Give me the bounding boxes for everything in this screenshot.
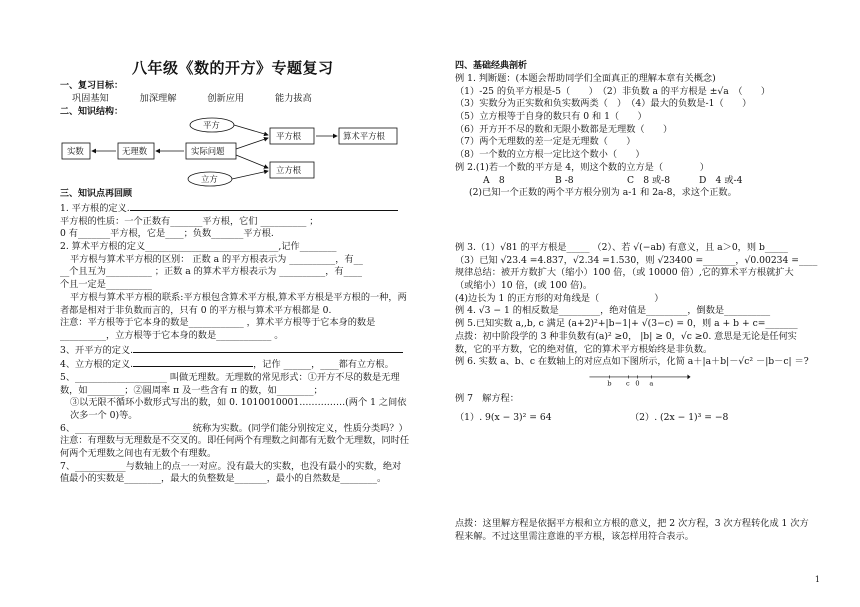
numline-label-b: b — [607, 379, 612, 387]
ex6-line: 例 6. 实数 a、b、c 在数轴上的对应点如下图所示，化简 a＋|a＋b|－√c² －|b－c| ＝? — [455, 356, 809, 368]
ex1-item: （3）实数分为正实数和负实数两类（ ） （4）最大的负数是-1（ ） — [455, 98, 752, 110]
ex3-line: （3）已知 √23.4 =4.837，√2.34 =1.530，则 √23400 =_______，√0.00234 =____ — [455, 254, 818, 266]
ex2-options — [455, 175, 810, 188]
goal-item: 加深理解 — [139, 93, 177, 104]
ex1-item: （6）开方开不尽的数和无限小数都是无理数（ ） — [455, 123, 673, 135]
ex2-question-2: (2)已知一个正数的两个平方根分别为 a-1 和 2a-8，求这个正数。 — [469, 187, 737, 199]
point-line: 3、开平方的定义. — [60, 343, 410, 358]
ex2-question: 例 2.(1)若一个数的平方是 4，则这个数的立方是（ ） — [455, 161, 709, 173]
ex5-tip: 点拨：初中阶段学的 3 种非负数有(a)² ≥0， |b| ≥ 0，√c ≥0. 意思是无论是任何实数，它的平方数，它的绝对值，它的算术平方根始终是非负数。 — [455, 330, 797, 355]
goal-item: 巩固基知 — [72, 93, 109, 104]
goal-item: 创新应用 — [207, 93, 245, 104]
point-line: 4、立方根的定义. ，记作 ______，____都有立方根。 — [60, 359, 394, 371]
knowledge-diagram — [60, 114, 410, 190]
ex2-option: A 8 — [483, 174, 505, 186]
point-line: 注意：平方根等于它本身的数是____________ ，算术平方根等于它本身的数是__________，立方根等于它本身的数是____________ 。 — [60, 317, 376, 341]
number-line — [575, 373, 705, 387]
review-points — [60, 201, 410, 486]
section-review-goals: 一、复习目标： — [60, 81, 124, 91]
ex2-option: C 8 或-8 — [627, 174, 671, 186]
section-review-points: 三、知识点再回顾 — [60, 189, 133, 199]
ex1-item: （5）立方根等于自身的数只有 0 和 1（ ） — [455, 111, 647, 123]
point-line: 1. 平方根的定义. — [60, 201, 410, 216]
point-line: ③以无限不循环小数形式写出的数，如 0. 1010010001……………(两个 1 之间依次多一个 0)等。 — [70, 397, 407, 421]
examples — [455, 73, 810, 200]
diagram-lifanggen: 立方根 — [276, 165, 302, 175]
point-line: 7、___________与数轴上的点一一对应。没有最大的实数，也没有最小的实数，绝对值最小的实数是________，最大的负整数是_______，最小的自然数是________。 — [60, 460, 402, 485]
point-line: 2. 算术平方根的定义_____________________________,记作________ — [60, 241, 337, 253]
section-examples: 四、基础经典剖析 — [455, 61, 528, 71]
ex2-option: D 4 或-4 — [699, 174, 743, 186]
point-line: 平方根的性质：一个正数有_______平方根，它们 __________ ； — [60, 215, 319, 227]
ex5-line: 例 5.已知实数 a,,b, c 满足 (a+2)²+|b−1|+ √(3−c) = 0，则 a + b + c=_______ — [455, 318, 798, 330]
point-line: 5、____________________ 叫做无理数。无理数的常见形式：①开方不尽的数是无理数，如________；②圆周率 π 及一些含有 π 的数，如________； — [60, 371, 400, 396]
diagram-shijiwenti: 实际问题 — [191, 146, 225, 156]
page-number: 1 — [814, 574, 820, 584]
diagram-suanshu: 算术平方根 — [343, 131, 385, 141]
point-line: __个且互为__________ ；正数 a 的算术平方根表示为 __________，有____ — [60, 266, 362, 278]
diagram-lifang: 立方 — [201, 174, 218, 184]
point-line: 平方根与算术平方根的联系:平方根包含算术平方根,算术平方根是平方根的一种，两者都是相对于非负数而言的，只有 0 的平方根与算术平方根都是 0. — [60, 291, 407, 316]
section-knowledge-structure: 二、知识结构： — [60, 107, 124, 117]
ex2-option: B -8 — [555, 174, 574, 186]
ex1-intro: 例 1. 判断题：(本题会帮助同学们全面真正的理解本章有关概念) — [455, 73, 716, 84]
point-line: 6、_________________________ 统称为实数。(同学们能分别按定义，性质分类吗？） — [60, 422, 408, 434]
point-line: 注意：有理数与无理数是不交叉的。即任何两个有理数之间都有无数个无理数，同时任何两个无理数之间也有无数个有理数。 — [60, 435, 410, 460]
goals-list — [72, 93, 412, 106]
numline-label-0: 0 — [635, 379, 640, 387]
point-line: 平方根与算术平方根的区别： 正数 a 的平方根表示为 __________，有__ — [70, 253, 363, 265]
ex7-tip: 点拨：这里解方程是依据平方根和立方根的意义，把 2 次方程，3 次方程转化成 1 次方程来解。不过这里需注意谁的平方根，该怎样用符合表示。 — [455, 518, 809, 542]
ex3-line: 规律总结：被开方数扩大（缩小）100 倍，（或 10000 倍）,它的算术平方根就扩大（或缩小）10 倍，(或 100 倍)。 — [455, 267, 794, 292]
diagram-wulishu: 无理数 — [122, 146, 148, 156]
point-line: 个且一定是__________ — [60, 279, 152, 291]
diagram-pingfang: 平方 — [203, 120, 220, 130]
numline-label-a: a — [649, 379, 654, 387]
ex1-item: （7）两个无理数的差一定是无理数（ ） — [455, 136, 636, 148]
goal-item: 能力拔高 — [275, 93, 312, 104]
ex7-eq2: （2）. (2x − 1)³ = −8 — [630, 411, 729, 423]
examples-continued — [455, 242, 818, 424]
ex1-item: （8）一个数的立方根一定比这个数小（ ） — [455, 149, 645, 161]
ex7-eq1: （1）. 9(x − 3)² = 64 — [455, 411, 552, 423]
ex7-head: 例 7 解方程： — [455, 392, 519, 404]
point-line: 0 有_______平方根，它是____；负数_______平方根. — [60, 228, 274, 240]
ex1-item: （1）-25 的负平方根是-5（ ） （2）非负数 a 的平方根是 ±√a （ ） — [455, 85, 771, 97]
ex3-line: 例 3.（1）√81 的平方根是_____ （2）、若 √(−ab) 有意义，且 a＞0，则 b_____ — [455, 242, 788, 253]
ex3-line: (4)边长为 1 的正方形的对角线是（ ） — [455, 292, 664, 304]
diagram-shishu: 实数 — [67, 146, 84, 156]
numline-label-c: c — [626, 379, 630, 387]
ex4-line: 例 4. √3 − 1 的相反数是_________，绝对值是_________，倒数是__________ — [455, 305, 771, 317]
ex7-equations — [455, 412, 810, 425]
page-title: 八年级《数的开方》专题复习 — [132, 59, 334, 77]
diagram-pingfanggen: 平方根 — [276, 131, 302, 141]
